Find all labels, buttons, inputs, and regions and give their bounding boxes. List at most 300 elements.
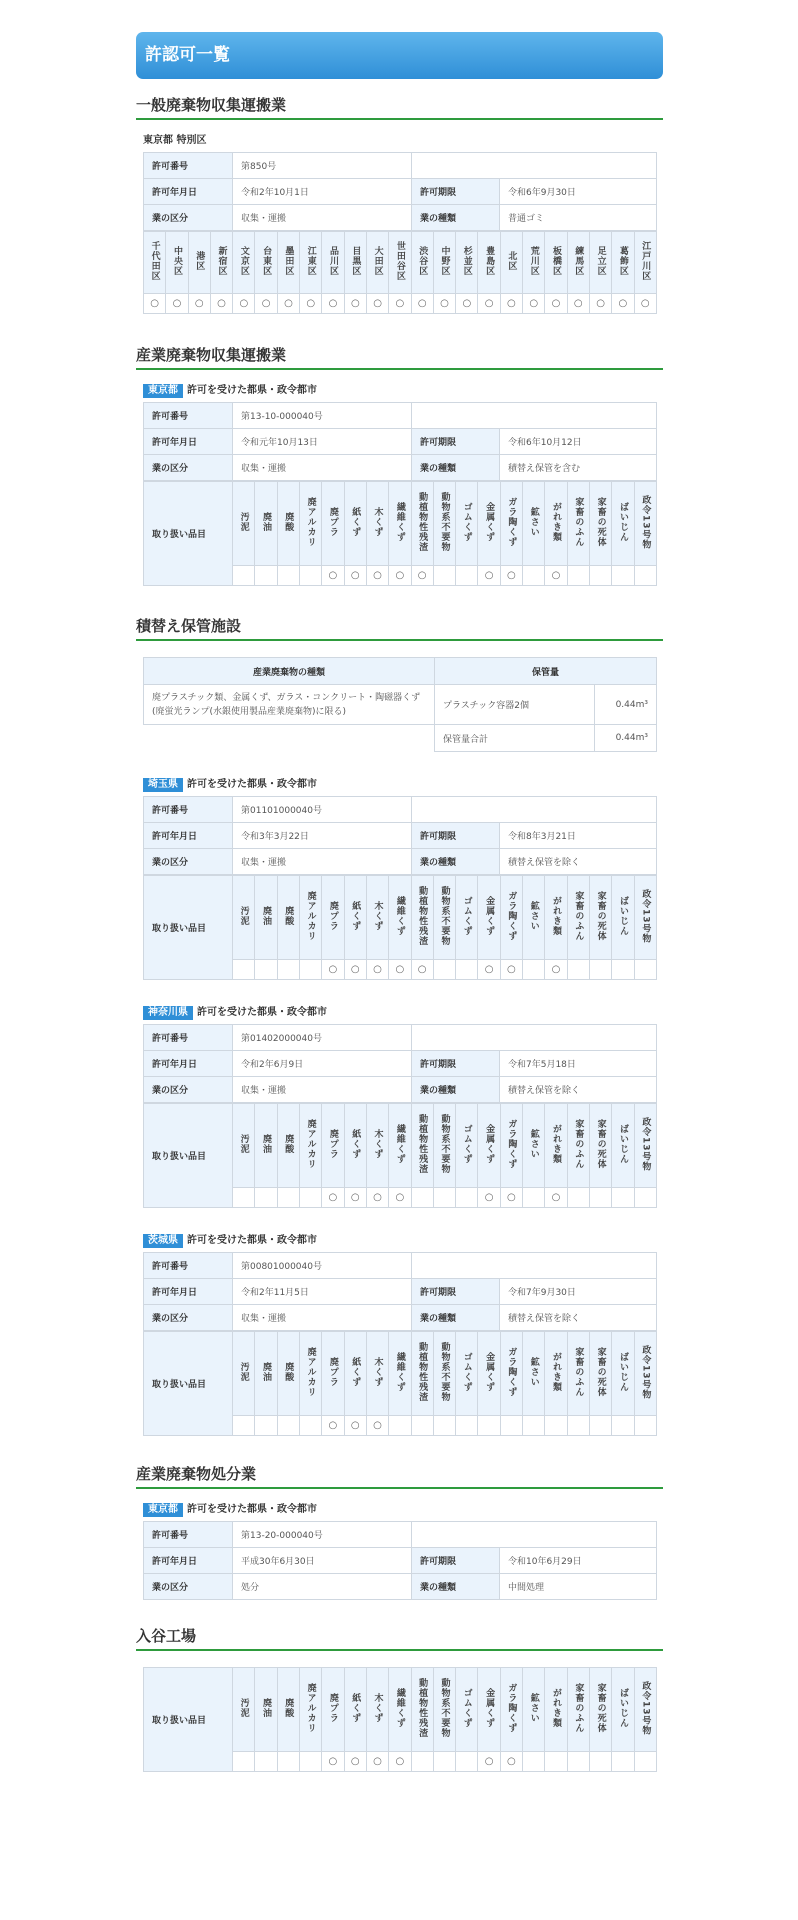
item-name: 木くず [372, 901, 383, 931]
item-name: 廃油 [260, 906, 271, 926]
kind-value: 積替え保管を除く [500, 849, 657, 875]
ward-name: 墨田区 [283, 246, 294, 276]
item-name: 動物系不要物 [439, 492, 450, 552]
item-header [478, 1668, 500, 1752]
item-mark: ○ [545, 566, 567, 586]
item-name: 廃油 [260, 512, 271, 532]
item-mark [389, 1416, 411, 1436]
item-header [433, 482, 455, 566]
ward-header [233, 232, 255, 294]
item-name: 廃アルカリ [305, 1119, 316, 1169]
item-header [255, 1668, 277, 1752]
item-name: 政令13号物 [640, 888, 651, 944]
item-header [500, 1332, 522, 1416]
item-name: ばいじん [617, 1688, 628, 1728]
item-name: 鉱さい [528, 1129, 539, 1159]
item-mark [433, 960, 455, 980]
item-header [634, 876, 656, 960]
biz-label: 業の区分 [144, 1574, 233, 1600]
item-mark [567, 566, 589, 586]
ward-name: 北区 [506, 251, 517, 271]
ward-header [277, 232, 299, 294]
ward-header [411, 232, 433, 294]
permit-date: 平成30年6月30日 [233, 1548, 412, 1574]
item-header [478, 876, 500, 960]
ward-name: 葛飾区 [617, 246, 628, 276]
item-header [523, 1668, 545, 1752]
ward-mark: ○ [478, 294, 500, 314]
item-name: ゴムくず [461, 896, 472, 936]
item-header [344, 1332, 366, 1416]
item-header [545, 1104, 567, 1188]
ward-name: 台東区 [261, 246, 272, 276]
item-mark [255, 1188, 277, 1208]
ward-mark: ○ [589, 294, 611, 314]
item-name: 動植物性残渣 [417, 492, 428, 552]
ward-mark: ○ [612, 294, 634, 314]
jurisdiction-tag: 神奈川県 [143, 1006, 193, 1020]
item-name: 動植物性残渣 [417, 886, 428, 946]
item-name: 廃油 [260, 1134, 271, 1154]
item-name: ガラ陶くず [506, 1683, 517, 1733]
item-name: 家畜の死体 [595, 891, 606, 941]
biz-value: 収集・運搬 [233, 205, 412, 231]
item-mark [277, 960, 299, 980]
item-name: 木くず [372, 507, 383, 537]
storage-col-type: 産業廃棄物の種類 [144, 658, 435, 685]
item-name: 廃酸 [283, 906, 294, 926]
item-mark: ○ [322, 1752, 344, 1772]
ward-header [634, 232, 656, 294]
ward-mark: ○ [144, 294, 166, 314]
item-header [322, 1668, 344, 1752]
item-header [366, 482, 388, 566]
item-mark [590, 1752, 612, 1772]
item-name: 政令13号物 [640, 1344, 651, 1400]
item-header [411, 1668, 433, 1752]
item-name: 廃油 [260, 1362, 271, 1382]
ward-mark: ○ [500, 294, 522, 314]
ward-header [589, 232, 611, 294]
ward-mark: ○ [344, 294, 366, 314]
ward-mark: ○ [411, 294, 433, 314]
ward-name: 千代田区 [149, 241, 160, 281]
permit-date-label: 許可年月日 [144, 1051, 233, 1077]
items-grid [143, 1667, 657, 1772]
item-header [389, 876, 411, 960]
item-mark [523, 960, 545, 980]
item-name: 紙くず [350, 1357, 361, 1387]
ward-name: 板橋区 [550, 246, 561, 276]
item-label: 取り扱い品目 [144, 482, 233, 586]
item-header [233, 482, 255, 566]
item-mark [233, 1416, 255, 1436]
permit-date: 令和2年6月9日 [233, 1051, 412, 1077]
permit-no: 第01402000040号 [233, 1025, 412, 1051]
item-name: 動物系不要物 [439, 886, 450, 946]
ward-mark: ○ [277, 294, 299, 314]
permit-date-label: 許可年月日 [144, 179, 233, 205]
item-name: 廃プラ [327, 1129, 338, 1159]
item-header [523, 1104, 545, 1188]
permit-table-saitama [143, 796, 657, 875]
item-header [299, 1332, 321, 1416]
item-name: 木くず [372, 1357, 383, 1387]
expiry-label: 許可期限 [412, 823, 500, 849]
kind-value: 積替え保管を除く [500, 1077, 657, 1103]
item-mark [233, 960, 255, 980]
item-name: ばいじん [617, 1352, 628, 1392]
ward-name: 目黒区 [350, 246, 361, 276]
item-header [344, 876, 366, 960]
item-mark: ○ [344, 1752, 366, 1772]
item-name: ガラ陶くず [506, 891, 517, 941]
ward-mark: ○ [255, 294, 277, 314]
kind-label: 業の種類 [412, 205, 500, 231]
item-mark: ○ [389, 960, 411, 980]
item-header [456, 1668, 478, 1752]
ward-header [523, 232, 545, 294]
ward-name: 中野区 [439, 246, 450, 276]
item-name: 廃プラ [327, 901, 338, 931]
item-mark [567, 960, 589, 980]
permit-table-tokyo-transport [143, 402, 657, 481]
item-name: 廃アルカリ [305, 1683, 316, 1733]
ward-name: 文京区 [238, 246, 249, 276]
item-mark [590, 1416, 612, 1436]
item-mark [567, 1188, 589, 1208]
ward-name: 大田区 [372, 246, 383, 276]
ward-header [567, 232, 589, 294]
item-header [456, 482, 478, 566]
item-header [523, 1332, 545, 1416]
item-header [634, 1104, 656, 1188]
item-mark: ○ [366, 1188, 388, 1208]
item-mark [299, 960, 321, 980]
storage-total-label: 保管量合計 [435, 725, 595, 752]
item-header [299, 876, 321, 960]
item-mark [523, 1188, 545, 1208]
permit-date: 令和元年10月13日 [233, 429, 412, 455]
item-header [366, 1104, 388, 1188]
item-mark: ○ [500, 1752, 522, 1772]
biz-label: 業の区分 [144, 1077, 233, 1103]
biz-label: 業の区分 [144, 455, 233, 481]
item-header [277, 1668, 299, 1752]
item-name: 廃アルカリ [305, 891, 316, 941]
items-grid [143, 875, 657, 980]
permit-no: 第13-10-000040号 [233, 403, 412, 429]
item-header [567, 1104, 589, 1188]
item-mark [255, 1752, 277, 1772]
item-name: 廃アルカリ [305, 1347, 316, 1397]
item-mark [612, 1416, 634, 1436]
item-header [433, 1668, 455, 1752]
item-label: 取り扱い品目 [144, 1668, 233, 1772]
item-mark [590, 960, 612, 980]
item-header [299, 1668, 321, 1752]
ward-header [500, 232, 522, 294]
ward-header [389, 232, 411, 294]
item-header [233, 1104, 255, 1188]
item-name: 廃プラ [327, 507, 338, 537]
item-name: 家畜の死体 [595, 497, 606, 547]
biz-label: 業の区分 [144, 1305, 233, 1331]
item-mark: ○ [344, 1416, 366, 1436]
permit-no: 第13-20-000040号 [233, 1522, 412, 1548]
permit-table-disposal [143, 1521, 657, 1600]
biz-value: 収集・運搬 [233, 849, 412, 875]
item-name: 汚泥 [238, 1362, 249, 1382]
item-name: ガラ陶くず [506, 1347, 517, 1397]
item-header [612, 1332, 634, 1416]
item-mark [545, 1752, 567, 1772]
item-mark [456, 1752, 478, 1772]
item-name: 家畜のふん [573, 1347, 584, 1397]
kind-label: 業の種類 [412, 849, 500, 875]
item-header [478, 482, 500, 566]
item-mark: ○ [322, 566, 344, 586]
permit-date: 令和2年11月5日 [233, 1279, 412, 1305]
expiry-label: 許可期限 [412, 179, 500, 205]
item-name: 家畜の死体 [595, 1347, 606, 1397]
permit-date-label: 許可年月日 [144, 1548, 233, 1574]
item-header [411, 482, 433, 566]
item-name: ゴムくず [461, 1352, 472, 1392]
jurisdiction-line [143, 1232, 663, 1250]
item-mark [411, 1188, 433, 1208]
biz-value: 収集・運搬 [233, 1305, 412, 1331]
ward-header [433, 232, 455, 294]
item-header [500, 1668, 522, 1752]
item-name: 金属くず [484, 1124, 495, 1164]
item-mark [523, 1752, 545, 1772]
item-mark: ○ [322, 1188, 344, 1208]
jurisdiction-tag: 東京都 [143, 384, 183, 398]
item-name: がれき類 [551, 1352, 562, 1392]
item-mark [634, 960, 656, 980]
permit-date-label: 許可年月日 [144, 823, 233, 849]
item-header [299, 1104, 321, 1188]
item-header [567, 482, 589, 566]
ward-header [344, 232, 366, 294]
item-header [545, 1332, 567, 1416]
permit-date: 令和2年10月1日 [233, 179, 412, 205]
permit-table-general [143, 152, 657, 231]
expiry-label: 許可期限 [412, 1051, 500, 1077]
permit-table-kanagawa [143, 1024, 657, 1103]
item-header [366, 1332, 388, 1416]
item-header [389, 1332, 411, 1416]
ward-mark: ○ [389, 294, 411, 314]
expiry: 令和6年9月30日 [500, 179, 657, 205]
item-mark [233, 1752, 255, 1772]
item-name: 動植物性残渣 [417, 1678, 428, 1738]
item-mark [590, 1188, 612, 1208]
ward-name: 足立区 [595, 246, 606, 276]
item-header [411, 1332, 433, 1416]
jurisdiction-line [143, 1004, 663, 1022]
item-header [389, 1668, 411, 1752]
ward-name: 杉並区 [461, 246, 472, 276]
storage-col-amount: 保管量 [435, 658, 657, 685]
item-mark [456, 1416, 478, 1436]
item-name: 廃プラ [327, 1357, 338, 1387]
expiry: 令和6年10月12日 [500, 429, 657, 455]
item-header [299, 482, 321, 566]
section-heading-general-waste: 一般廃棄物収集運搬業 [136, 95, 663, 120]
item-name: 紙くず [350, 507, 361, 537]
biz-value: 収集・運搬 [233, 455, 412, 481]
item-header [590, 876, 612, 960]
expiry-label: 許可期限 [412, 1279, 500, 1305]
item-name: 動植物性残渣 [417, 1342, 428, 1402]
jurisdiction-text: 許可を受けた都県・政令都市 [187, 779, 317, 790]
item-mark: ○ [411, 566, 433, 586]
item-name: 廃酸 [283, 512, 294, 532]
item-mark: ○ [500, 1188, 522, 1208]
ward-name: 江戸川区 [640, 241, 651, 281]
item-header [277, 482, 299, 566]
item-name: ゴムくず [461, 1124, 472, 1164]
ward-name: 世田谷区 [394, 241, 405, 281]
item-mark [567, 1752, 589, 1772]
item-header [389, 1104, 411, 1188]
item-header [255, 1104, 277, 1188]
ward-header [612, 232, 634, 294]
item-mark [411, 1416, 433, 1436]
section-heading-storage: 積替え保管施設 [136, 616, 663, 641]
expiry: 令和7年9月30日 [500, 1279, 657, 1305]
item-header [478, 1332, 500, 1416]
item-name: 廃酸 [283, 1134, 294, 1154]
item-mark: ○ [478, 1188, 500, 1208]
item-name: 汚泥 [238, 906, 249, 926]
item-mark [277, 1188, 299, 1208]
item-name: 家畜のふん [573, 497, 584, 547]
item-mark [456, 1188, 478, 1208]
kind-label: 業の種類 [412, 455, 500, 481]
item-mark [233, 1188, 255, 1208]
ward-mark: ○ [233, 294, 255, 314]
item-header [255, 1332, 277, 1416]
item-header [456, 876, 478, 960]
item-header [277, 1332, 299, 1416]
item-mark [433, 1752, 455, 1772]
item-header [255, 876, 277, 960]
item-name: ばいじん [617, 896, 628, 936]
item-mark: ○ [344, 566, 366, 586]
item-name: 家畜のふん [573, 1119, 584, 1169]
expiry: 令和8年3月21日 [500, 823, 657, 849]
item-name: がれき類 [551, 1124, 562, 1164]
item-mark [612, 1752, 634, 1772]
ward-mark: ○ [210, 294, 232, 314]
item-label: 取り扱い品目 [144, 876, 233, 980]
ward-mark: ○ [188, 294, 210, 314]
item-mark [411, 1752, 433, 1772]
item-header [389, 482, 411, 566]
item-mark: ○ [545, 960, 567, 980]
item-mark [277, 1416, 299, 1436]
item-mark [456, 960, 478, 980]
item-name: 動物系不要物 [439, 1678, 450, 1738]
item-header [233, 1668, 255, 1752]
item-name: 金属くず [484, 1688, 495, 1728]
item-mark: ○ [478, 566, 500, 586]
item-name: 金属くず [484, 1352, 495, 1392]
permit-no-label: 許可番号 [144, 1025, 233, 1051]
item-mark: ○ [366, 960, 388, 980]
permit-no-label: 許可番号 [144, 797, 233, 823]
item-header [523, 482, 545, 566]
permit-no-label: 許可番号 [144, 153, 233, 179]
item-header [233, 1332, 255, 1416]
storage-total: 0.44m³ [595, 725, 657, 752]
item-header [433, 1104, 455, 1188]
item-name: 繊維くず [394, 1352, 405, 1392]
item-name: 政令13号物 [640, 494, 651, 550]
item-header [478, 1104, 500, 1188]
item-name: 木くず [372, 1693, 383, 1723]
item-mark [277, 1752, 299, 1772]
item-mark [299, 1416, 321, 1436]
permit-table-ibaraki [143, 1252, 657, 1331]
item-mark: ○ [545, 1188, 567, 1208]
item-header [567, 1332, 589, 1416]
item-name: 動物系不要物 [439, 1342, 450, 1402]
expiry: 令和10年6月29日 [500, 1548, 657, 1574]
item-name: がれき類 [551, 1688, 562, 1728]
item-name: 鉱さい [528, 901, 539, 931]
ward-header [166, 232, 188, 294]
jurisdiction-line [143, 1501, 663, 1519]
item-name: 廃アルカリ [305, 497, 316, 547]
item-name: 紙くず [350, 901, 361, 931]
item-header [634, 1668, 656, 1752]
item-header [322, 1332, 344, 1416]
item-mark [634, 1416, 656, 1436]
ward-header [144, 232, 166, 294]
items-grid [143, 1331, 657, 1436]
ward-mark: ○ [322, 294, 344, 314]
item-mark [478, 1416, 500, 1436]
items-grid [143, 1103, 657, 1208]
item-mark: ○ [366, 1752, 388, 1772]
item-mark [299, 1752, 321, 1772]
page-title: 許認可一覧 [136, 32, 663, 79]
ward-header [188, 232, 210, 294]
permit-date-label: 許可年月日 [144, 429, 233, 455]
item-label: 取り扱い品目 [144, 1332, 233, 1436]
item-header [590, 1668, 612, 1752]
ward-header [210, 232, 232, 294]
ward-header [545, 232, 567, 294]
jurisdiction-text: 許可を受けた都県・政令都市 [187, 385, 317, 396]
item-header [322, 482, 344, 566]
item-name: 鉱さい [528, 1693, 539, 1723]
ward-header [456, 232, 478, 294]
ward-header [255, 232, 277, 294]
section-heading-iriya-factory: 入谷工場 [136, 1626, 663, 1651]
item-mark [433, 1416, 455, 1436]
item-mark [634, 1188, 656, 1208]
item-name: ばいじん [617, 1124, 628, 1164]
item-header [545, 1668, 567, 1752]
ward-header [478, 232, 500, 294]
item-name: 紙くず [350, 1129, 361, 1159]
ward-name: 豊島区 [484, 246, 495, 276]
